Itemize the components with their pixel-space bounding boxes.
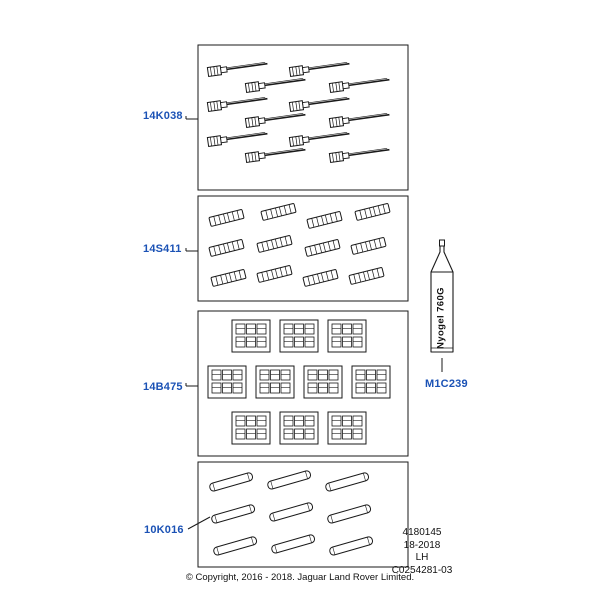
footer-hand: LH <box>415 552 429 563</box>
callout-14b475[interactable]: 14B475 <box>143 381 183 393</box>
footer-date-code: 18-2018 <box>403 539 441 551</box>
footer-part-number: 4180145 <box>402 527 442 538</box>
callout-14k038[interactable]: 14K038 <box>143 110 183 122</box>
callout-m1c239[interactable]: M1C239 <box>425 378 468 390</box>
tube-product-label: Nyogel 760G <box>435 287 447 349</box>
panel-14b475 <box>186 311 408 456</box>
panel-14k038 <box>186 45 408 190</box>
tubing-group <box>209 470 374 556</box>
panel-14s411 <box>186 196 408 301</box>
copyright-notice: © Copyright, 2016 - 2018. Jaguar Land Rover Limited. <box>185 572 415 583</box>
callout-14s411[interactable]: 14S411 <box>143 243 182 255</box>
drawing-footer <box>362 527 482 577</box>
callout-10k016[interactable]: 10K016 <box>144 524 184 536</box>
footer-drawing-number: C0254281-03 <box>391 564 453 576</box>
